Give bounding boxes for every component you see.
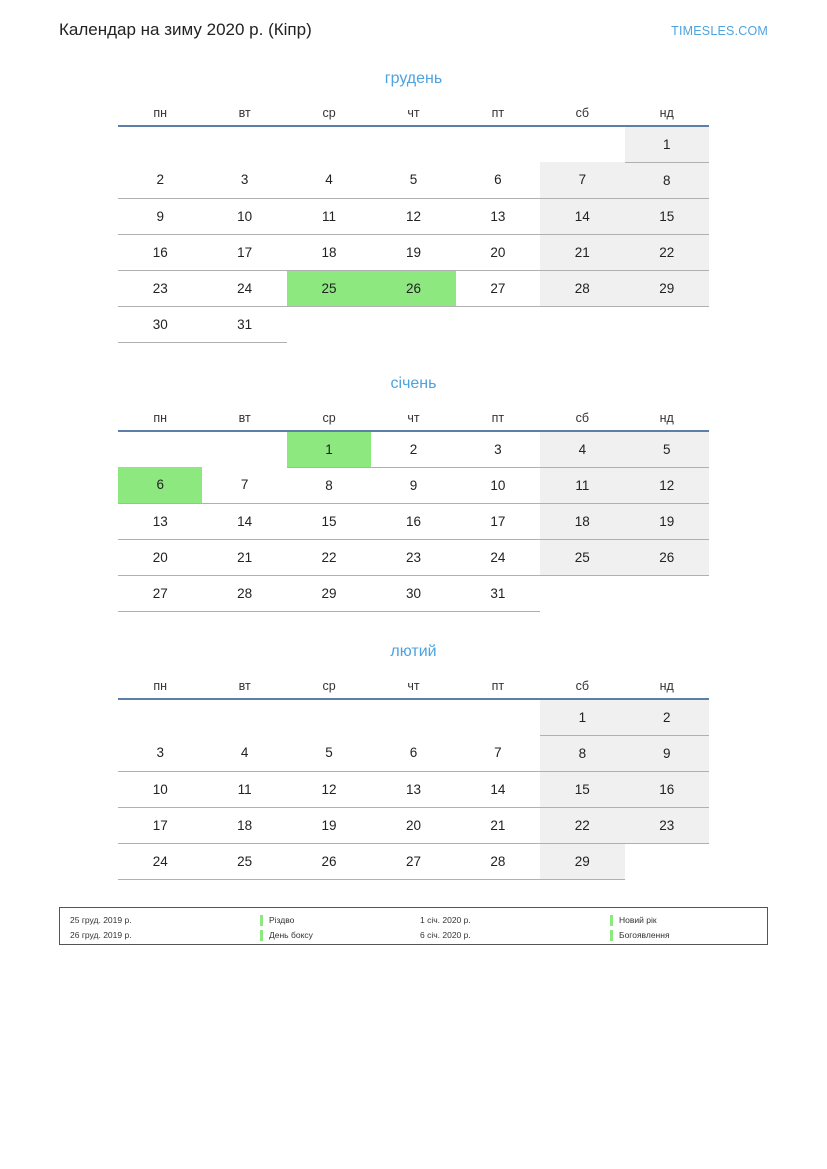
empty-cell xyxy=(625,843,709,879)
day-cell[interactable]: 17 xyxy=(202,234,286,270)
day-cell[interactable]: 10 xyxy=(118,771,202,807)
month-body xyxy=(118,126,709,342)
month-table xyxy=(118,673,709,880)
empty-cell xyxy=(371,126,455,162)
day-cell[interactable]: 4 xyxy=(202,735,286,771)
day-cell[interactable]: 24 xyxy=(456,539,540,575)
day-cell[interactable]: 22 xyxy=(540,807,624,843)
week-row xyxy=(118,162,709,198)
month-table xyxy=(118,405,709,612)
weekday-label-вт: вт xyxy=(202,673,286,699)
day-cell[interactable]: 7 xyxy=(202,467,286,503)
day-cell[interactable]: 8 xyxy=(540,735,624,771)
day-cell-holiday[interactable]: 25 xyxy=(287,270,371,306)
day-cell[interactable]: 23 xyxy=(118,270,202,306)
day-cell[interactable]: 19 xyxy=(287,807,371,843)
legend-date: 25 груд. 2019 р. xyxy=(70,915,132,925)
week-row xyxy=(118,575,709,611)
day-cell[interactable]: 7 xyxy=(540,162,624,198)
legend-holiday-name: День боксу xyxy=(260,929,420,942)
day-cell[interactable]: 21 xyxy=(540,234,624,270)
day-cell[interactable]: 14 xyxy=(202,503,286,539)
day-cell[interactable]: 10 xyxy=(456,467,540,503)
day-cell[interactable]: 28 xyxy=(540,270,624,306)
weekday-label-пт: пт xyxy=(456,405,540,431)
day-cell[interactable]: 4 xyxy=(540,431,624,467)
empty-cell xyxy=(202,699,286,735)
day-cell[interactable]: 13 xyxy=(371,771,455,807)
week-row xyxy=(118,306,709,342)
week-row xyxy=(118,699,709,735)
day-cell[interactable]: 12 xyxy=(625,467,709,503)
day-cell[interactable]: 15 xyxy=(287,503,371,539)
day-cell[interactable]: 2 xyxy=(371,431,455,467)
weekday-header-row xyxy=(118,405,709,431)
page-title: Календар на зиму 2020 р. (Кіпр) xyxy=(59,20,312,39)
day-cell[interactable]: 30 xyxy=(371,575,455,611)
day-cell[interactable]: 16 xyxy=(371,503,455,539)
weekday-label-вт: вт xyxy=(202,405,286,431)
weekday-label-сб: сб xyxy=(540,405,624,431)
week-row xyxy=(118,843,709,879)
empty-cell xyxy=(202,126,286,162)
day-cell[interactable]: 3 xyxy=(118,735,202,771)
legend-holiday-name: Різдво xyxy=(260,914,420,927)
day-cell[interactable]: 27 xyxy=(371,843,455,879)
day-cell[interactable]: 24 xyxy=(118,843,202,879)
day-cell[interactable]: 1 xyxy=(540,699,624,735)
month-block-january xyxy=(113,375,714,612)
weekday-label-ср: ср xyxy=(287,100,371,126)
month-title: грудень xyxy=(384,70,443,87)
weekday-label-пн: пн xyxy=(118,100,202,126)
weekday-label-чт: чт xyxy=(371,673,455,699)
weekday-label-пт: пт xyxy=(456,100,540,126)
day-cell[interactable]: 25 xyxy=(202,843,286,879)
empty-cell xyxy=(456,126,540,162)
day-cell[interactable]: 14 xyxy=(456,771,540,807)
day-cell[interactable]: 29 xyxy=(540,843,624,879)
day-cell-holiday[interactable]: 6 xyxy=(118,467,202,503)
day-cell[interactable]: 5 xyxy=(625,431,709,467)
day-cell[interactable]: 15 xyxy=(540,771,624,807)
empty-cell xyxy=(118,431,202,467)
day-cell[interactable]: 23 xyxy=(371,539,455,575)
month-title: лютий xyxy=(390,643,437,660)
week-row xyxy=(118,198,709,234)
day-cell[interactable]: 28 xyxy=(456,843,540,879)
day-cell[interactable]: 16 xyxy=(625,771,709,807)
week-row xyxy=(118,234,709,270)
day-cell[interactable]: 27 xyxy=(456,270,540,306)
empty-cell xyxy=(118,126,202,162)
day-cell[interactable]: 28 xyxy=(202,575,286,611)
weekday-header-row xyxy=(118,673,709,699)
day-cell[interactable]: 23 xyxy=(625,807,709,843)
weekday-label-нд: нд xyxy=(625,405,709,431)
empty-cell xyxy=(456,306,540,342)
brand-logo[interactable]: TIMESLES.COM xyxy=(671,24,768,38)
legend-date: 6 січ. 2020 р. xyxy=(420,930,471,940)
weekday-label-ср: ср xyxy=(287,673,371,699)
month-title: січень xyxy=(390,375,437,392)
month-block-february xyxy=(113,643,714,880)
month-block-december xyxy=(113,70,714,343)
day-cell[interactable]: 6 xyxy=(371,735,455,771)
day-cell[interactable]: 5 xyxy=(287,735,371,771)
day-cell-holiday[interactable]: 26 xyxy=(371,270,455,306)
week-row xyxy=(118,126,709,162)
weekday-label-ср: ср xyxy=(287,405,371,431)
legend-holiday-name: Новий рік xyxy=(610,914,770,927)
day-cell[interactable]: 4 xyxy=(287,162,371,198)
empty-cell xyxy=(371,699,455,735)
week-row xyxy=(118,735,709,771)
day-cell[interactable]: 2 xyxy=(118,162,202,198)
empty-cell xyxy=(202,431,286,467)
weekday-label-сб: сб xyxy=(540,100,624,126)
day-cell[interactable]: 10 xyxy=(202,198,286,234)
day-cell[interactable]: 21 xyxy=(456,807,540,843)
empty-cell xyxy=(287,126,371,162)
day-cell[interactable]: 26 xyxy=(625,539,709,575)
weekday-label-нд: нд xyxy=(625,673,709,699)
day-cell[interactable]: 9 xyxy=(371,467,455,503)
day-cell[interactable]: 20 xyxy=(371,807,455,843)
empty-cell xyxy=(625,575,709,611)
day-cell[interactable]: 20 xyxy=(118,539,202,575)
day-cell[interactable]: 31 xyxy=(202,306,286,342)
weekday-label-чт: чт xyxy=(371,405,455,431)
day-cell[interactable]: 18 xyxy=(540,503,624,539)
day-cell[interactable]: 22 xyxy=(287,539,371,575)
week-row xyxy=(118,270,709,306)
month-body xyxy=(118,431,709,611)
day-cell[interactable]: 17 xyxy=(118,807,202,843)
empty-cell xyxy=(287,699,371,735)
day-cell[interactable]: 22 xyxy=(625,234,709,270)
day-cell[interactable]: 15 xyxy=(625,198,709,234)
day-cell[interactable]: 24 xyxy=(202,270,286,306)
day-cell[interactable]: 31 xyxy=(456,575,540,611)
month-table xyxy=(118,100,709,343)
day-cell[interactable]: 13 xyxy=(456,198,540,234)
weekday-label-сб: сб xyxy=(540,673,624,699)
legend-date: 26 груд. 2019 р. xyxy=(70,930,132,940)
day-cell[interactable]: 14 xyxy=(540,198,624,234)
day-cell[interactable]: 12 xyxy=(371,198,455,234)
legend-holiday-name: Богоявлення xyxy=(610,929,770,942)
day-cell[interactable]: 18 xyxy=(202,807,286,843)
day-cell[interactable]: 11 xyxy=(202,771,286,807)
day-cell[interactable]: 13 xyxy=(118,503,202,539)
weekday-label-пт: пт xyxy=(456,673,540,699)
day-cell[interactable]: 29 xyxy=(625,270,709,306)
day-cell[interactable]: 21 xyxy=(202,539,286,575)
day-cell[interactable]: 11 xyxy=(540,467,624,503)
day-cell[interactable]: 11 xyxy=(287,198,371,234)
day-cell[interactable]: 17 xyxy=(456,503,540,539)
empty-cell xyxy=(118,699,202,735)
week-row xyxy=(118,807,709,843)
day-cell[interactable]: 7 xyxy=(456,735,540,771)
day-cell[interactable]: 19 xyxy=(371,234,455,270)
day-cell[interactable]: 18 xyxy=(287,234,371,270)
day-cell[interactable]: 9 xyxy=(118,198,202,234)
empty-cell xyxy=(540,126,624,162)
day-cell[interactable]: 8 xyxy=(625,162,709,198)
weekday-label-нд: нд xyxy=(625,100,709,126)
day-cell[interactable]: 12 xyxy=(287,771,371,807)
day-cell[interactable]: 5 xyxy=(371,162,455,198)
day-cell[interactable]: 16 xyxy=(118,234,202,270)
month-body xyxy=(118,699,709,879)
week-row xyxy=(118,539,709,575)
day-cell-holiday[interactable]: 1 xyxy=(287,431,371,467)
day-cell[interactable]: 30 xyxy=(118,306,202,342)
empty-cell xyxy=(540,306,624,342)
empty-cell xyxy=(371,306,455,342)
day-cell[interactable]: 8 xyxy=(287,467,371,503)
week-row xyxy=(118,431,709,467)
day-cell[interactable]: 26 xyxy=(287,843,371,879)
day-cell[interactable]: 3 xyxy=(202,162,286,198)
empty-cell xyxy=(625,306,709,342)
day-cell[interactable]: 1 xyxy=(625,126,709,162)
weekday-label-пн: пн xyxy=(118,405,202,431)
day-cell[interactable]: 2 xyxy=(625,699,709,735)
weekday-label-вт: вт xyxy=(202,100,286,126)
day-cell[interactable]: 6 xyxy=(456,162,540,198)
empty-cell xyxy=(287,306,371,342)
day-cell[interactable]: 25 xyxy=(540,539,624,575)
page-header xyxy=(0,0,827,60)
weekday-label-пн: пн xyxy=(118,673,202,699)
day-cell[interactable]: 20 xyxy=(456,234,540,270)
empty-cell xyxy=(540,575,624,611)
day-cell[interactable]: 19 xyxy=(625,503,709,539)
weekday-label-чт: чт xyxy=(371,100,455,126)
day-cell[interactable]: 27 xyxy=(118,575,202,611)
legend-date: 1 січ. 2020 р. xyxy=(420,915,471,925)
day-cell[interactable]: 3 xyxy=(456,431,540,467)
week-row xyxy=(118,771,709,807)
day-cell[interactable]: 29 xyxy=(287,575,371,611)
weekday-header-row xyxy=(118,100,709,126)
week-row xyxy=(118,467,709,503)
week-row xyxy=(118,503,709,539)
day-cell[interactable]: 9 xyxy=(625,735,709,771)
empty-cell xyxy=(456,699,540,735)
holiday-legend xyxy=(59,907,768,945)
